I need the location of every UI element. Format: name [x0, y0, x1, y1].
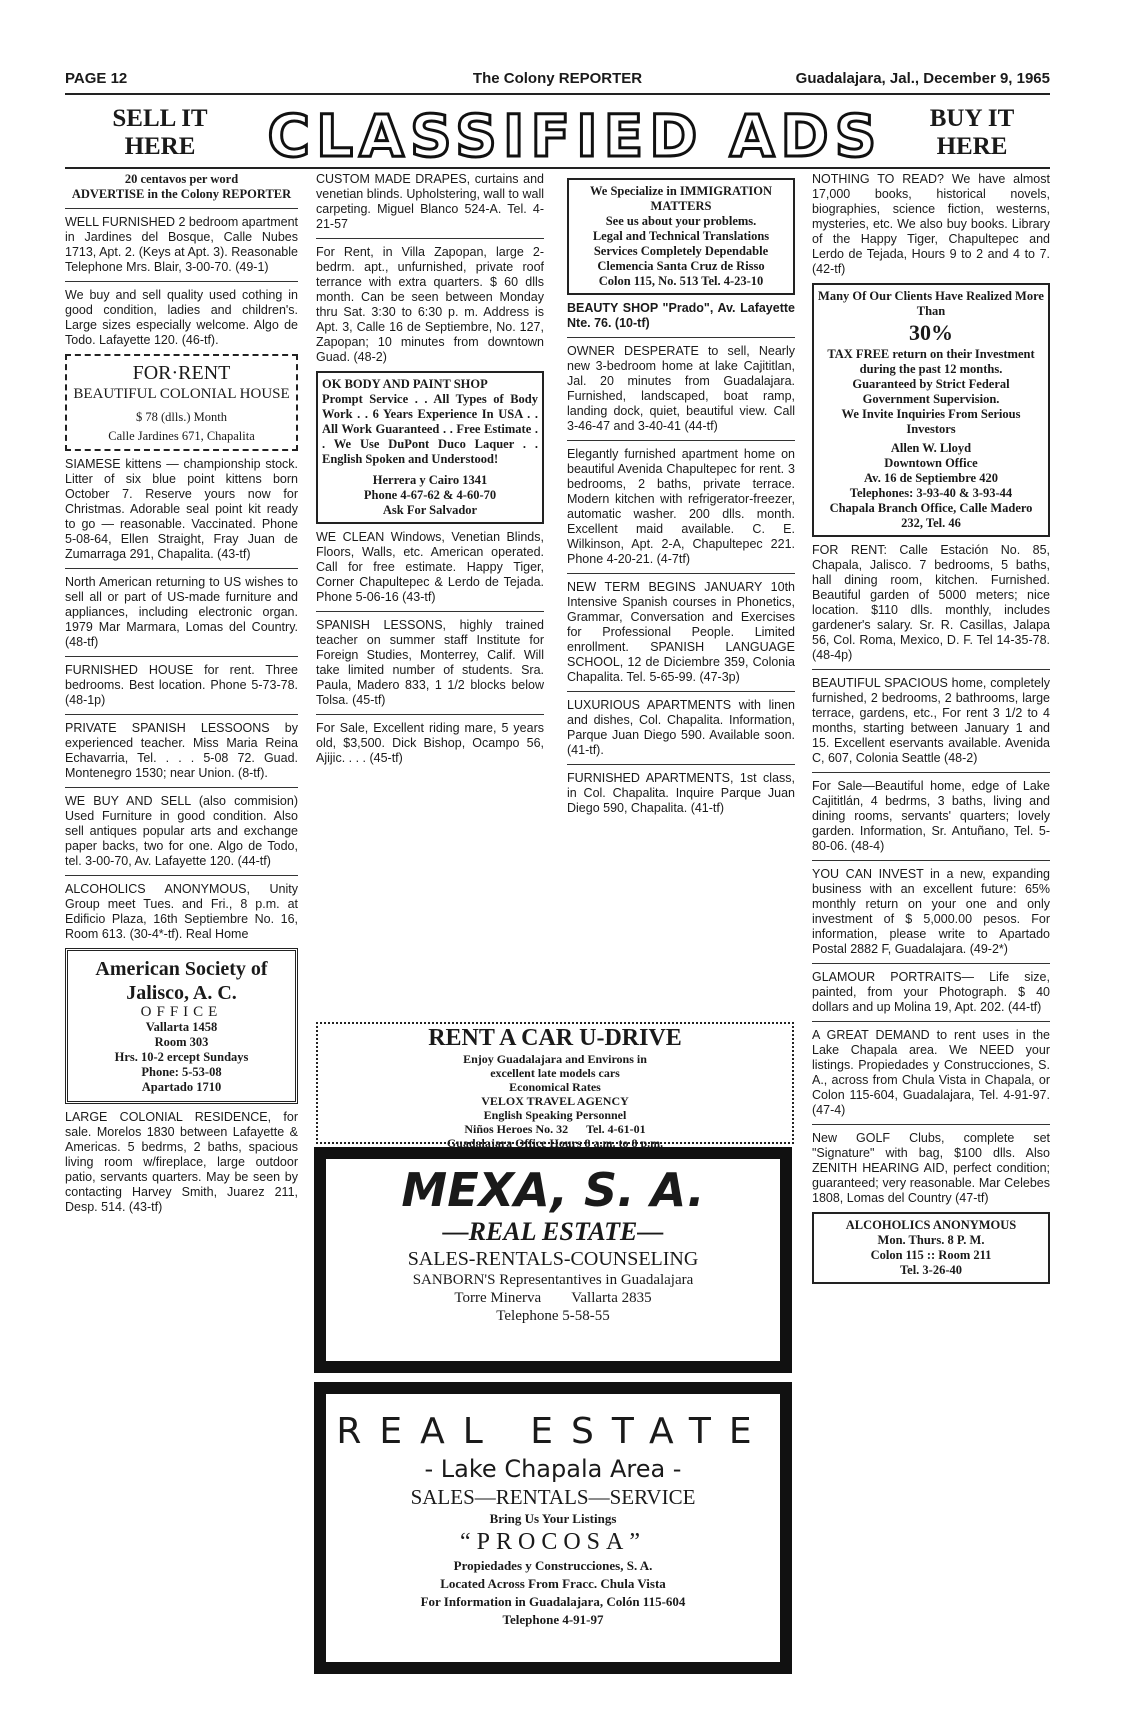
classified-ad: For Rent, in Villa Zapopan, large 2-bedrm. apt., unfurnished, private roof terrance with extra quarters. $ 60 dlls month. Can be seen between Monday thru Sat. 3:30 to 6:30 p. m. Address is Apt. 3, Calle 16 de Septiembre, No. 127, Zapopan; 10 minutes from downtown Guad. (48-2) [316, 245, 544, 364]
immig-title: We Specialize in IMMIGRATION MATTERS [589, 184, 773, 213]
classified-ad: North American returning to US wishes to sell all or part of US-made furniture and appliances, including electronic organ. 1979 Mar Marmara, Lomas del Country. (48-tf) [65, 575, 298, 649]
buy-line-1: BUY IT [929, 105, 1015, 132]
header-rule [65, 93, 1050, 95]
alcoholics-anonymous-ad [812, 1212, 1050, 1284]
rentacar-line: VELOX TRAVEL AGENCY [481, 1094, 629, 1108]
mexa-subtitle: —REAL ESTATE— [442, 1217, 664, 1246]
body-shop-contact: Ask For Salvador [382, 503, 478, 517]
immig-line: See us about your problems. [605, 214, 757, 228]
society-street: Vallarta 1458 [145, 1020, 218, 1034]
classified-ad: YOU CAN INVEST in a new, expanding business with an excellent future: 65% monthly return on your one and only investment of $ 5,000.00 pesos. For information, please write to Apartado Postal 2882 F, Guadalajara. (49-2*) [812, 867, 1050, 956]
invest-line: Downtown Office [884, 456, 978, 470]
immig-line: Colon 115, No. 513 Tel. 4-23-10 [598, 274, 764, 288]
classified-ad: CUSTOM MADE DRAPES, curtains and venetian blinds. Upholstering, wall to wall carpeting. Miguel Blanco 524-A. Tel. 4-21-57 [316, 172, 544, 231]
immig-line: Legal and Technical Translations [592, 229, 770, 243]
procosa-real-estate-ad [314, 1382, 792, 1674]
classified-ad: WE BUY AND SELL (also commision) Used Furniture in good condition. Also sell antiques popular arts and exchange paper backs, two for one. Algo de Todo, tel. 3-00-70, Av. Lafayette 120. (44-tf) [65, 794, 298, 868]
classified-ad: ALCOHOLICS ANONYMOUS, Unity Group meet Tues. and Fri., 8 p.m. at Edificio Plaza, 16th Septiembre No. 16, Room 613. (30-4*-tf). Real Home [65, 882, 298, 941]
classified-ads-banner: CLASSIFIED ADS [267, 102, 883, 170]
mexa-sanborns: SANBORN'S Representantives in Guadalajara [412, 1272, 694, 1288]
advertise-line: ADVERTISE in the Colony REPORTER [71, 187, 292, 201]
newspaper-name: The Colony REPORTER [472, 70, 643, 87]
sell-line-1: SELL IT [112, 105, 208, 132]
invest-line: We Invite Inquiries From Serious Investors [841, 407, 1021, 436]
invest-line: Many Of Our Clients Have Realized More Than [818, 289, 1044, 318]
invest-line: Guaranteed by Strict Federal Government Supervision. [852, 377, 1010, 406]
dateline: Guadalajara, Jal., December 9, 1965 [795, 70, 1050, 87]
for-rent-subtitle: BEAUTIFUL COLONIAL HOUSE [73, 386, 290, 402]
re-procosa: “PROCOSA” [459, 1529, 646, 1555]
buy-it-here [912, 105, 1032, 161]
investment-ad [812, 283, 1050, 537]
classified-ad: SIAMESE kittens — championship stock. Litter of six blue point kittens born October 7. Reserve yours now for Christmas. Adorable seal point kit ready to go — reasonable. Vaccinated. Phone 5-08-64, Ellen Straight, Fray Juan de Zumarraga 291, Chapalita. (43-tf) [65, 457, 298, 561]
column-4 [812, 172, 1050, 1290]
mexa-building: Torre Minerva [454, 1290, 542, 1306]
classified-ad: NEW TERM BEGINS JANUARY 10th Intensive Spanish courses in Phonetics, Grammar, Conversation and Exercises for Professional People. Limited enrollment. SPANISH LANGUAGE SCHOOL, 12 de Diciembre 359, Colonia Chapalita. Tel. 5-65-99. (47-3p) [567, 580, 795, 684]
classified-ad: WE CLEAN Windows, Venetian Blinds, Floors, Walls, etc. American operated. Call for free estimate. Happy Tiger, Corner Chapultepec & Lerdo de Tejada. Phone 5-06-16 (43-tf) [316, 530, 544, 604]
column-3 [567, 172, 795, 822]
sell-it-here [100, 105, 220, 161]
classified-ad: LUXURIOUS APARTMENTS with linen and dishes, Col. Chapalita. Information, Parque Juan Diego 590. Available soon. (41-tf). [567, 698, 795, 757]
sell-line-2: HERE [124, 133, 196, 160]
classified-ad: OWNER DESPERATE to sell, Nearly new 3-bedroom home at lake Cajititlan, Jal. 20 minutes from Guadalajara. Furnished, landscaped, boat ramp, landing dock, quiet, beautiful view. Call 3-46-47 and 3-40-41 (44-tf) [567, 344, 795, 433]
classified-ad: Elegantly furnished apartment home on beautiful Avenida Chapultepec for rent. 3 bedrooms, 2 baths, private terrace. Modern kitchen with refrigerator-freezer, automatic washer. 200 dlls. month. Excellent maid available. C. E. Wilkinson, Apt. 2-A, Chapultepec 221. Phone 4-20-21. (4-7tf) [567, 447, 795, 566]
society-hours: Hrs. 10-2 ercept Sundays [114, 1050, 249, 1064]
society-apartado: Apartado 1710 [141, 1080, 222, 1094]
body-shop-title: OK BODY AND PAINT SHOP [322, 377, 488, 391]
rentacar-address: Niños Heroes No. 32 [464, 1122, 569, 1136]
american-society-ad [65, 948, 298, 1104]
page-header [65, 70, 1050, 90]
aa-title: ALCOHOLICS ANONYMOUS [845, 1218, 1017, 1232]
re-location: Located Across From Fracc. Chula Vista [440, 1576, 666, 1591]
mexa-real-estate-ad [314, 1147, 792, 1373]
immig-line: Services Completely Dependable [593, 244, 769, 258]
invest-percent: 30% [909, 320, 953, 345]
rentacar-phone: Tel. 4-61-01 [586, 1122, 646, 1136]
rate-line: 20 centavos per word [124, 172, 239, 186]
mexa-address: Vallarta 2835 [571, 1290, 652, 1306]
mexa-title: MEXA, S. A. [401, 1163, 705, 1217]
classified-ad: NOTHING TO READ? We have almost 17,000 books, historical novels, biographies, science fiction, westerns, mysteries, etc. We also buy books. Library of the Happy Tiger, Chapultepec and Lerdo de Tejada, Hours 9 to 2 and 4 to 7. (42-tf) [812, 172, 1050, 276]
rentacar-line: Economical Rates [509, 1080, 601, 1094]
classified-ad: PRIVATE SPANISH LESSOONS by experienced teacher. Miss Maria Reina Echavarria, Tel. . . . 5-08 72. Guad. Montenegro 1530; near Union. (8-tf). [65, 721, 298, 780]
re-info: For Information in Guadalajara, Colón 115-604 [420, 1594, 686, 1609]
immig-line: Clemencia Santa Cruz de Risso [597, 259, 765, 273]
immigration-ad [567, 178, 795, 295]
classified-ad: FURNISHED APARTMENTS, 1st class, in Col. Chapalita. Inquire Parque Juan Diego 590, Chapalita. (41-tf) [567, 771, 795, 815]
re-area: - Lake Chapala Area - [424, 1455, 682, 1483]
classified-ad: We buy and sell quality used cothing in good condition, ladies and children's. Large sizes especially welcome. Algo de Todo. Lafayette 120. (46-tf). [65, 288, 298, 347]
rentacar-line: excellent late models cars [490, 1066, 620, 1080]
classified-ad: FOR RENT: Calle Estación No. 85, Chapala, Jalisco. 7 bedrooms, 5 baths, hall dining room, kitchen. Furnished. Beautiful garden of 5000 meters; nice location. $110 dlls. monthly, includes gardener's salary. Sr. R. Casillas, Jalapa 56, Col. Roma, Mexico, D. F. Tel 14-35-78. (48-4p) [812, 543, 1050, 662]
invest-line: Chapala Branch Office, Calle Madero 232, Tel. 46 [829, 501, 1033, 530]
re-title: REAL ESTATE [336, 1411, 770, 1452]
re-listings: Bring Us Your Listings [489, 1511, 617, 1526]
for-rent-ad [65, 354, 298, 451]
body-shop-ad [316, 371, 544, 524]
rentacar-line: Enjoy Guadalajara and Environs in [463, 1052, 647, 1066]
classified-ad: GLAMOUR PORTRAITS— Life size, painted, from your Photograph. $ 40 dollars and up Molina 19, Apt. 202. (44-tf) [812, 970, 1050, 1014]
rent-a-car-ad [316, 1022, 794, 1150]
classified-ad: SPANISH LESSONS, highly trained teacher on summer staff Institute for Foreign Studies, Monterrey, Calif. Will take limited number of students. Sra. Paula, Madero 833, 1 1/2 blocks below Tolsa. (45-tf) [316, 618, 544, 707]
re-services: SALES—RENTALS—SERVICE [410, 1485, 696, 1509]
mexa-services: SALES-RENTALS-COUNSELING [407, 1248, 699, 1270]
column-2 [316, 172, 544, 772]
body-shop-text: Prompt Service . . All Types of Body Work . . 6 Years Experience In USA . . All Work Guaranteed . . Free Estimate . . We Use DuPont Duco Laquer . . English Spoken and Understood! [322, 392, 538, 466]
society-phone: Phone: 5-53-08 [141, 1065, 222, 1079]
classified-ad: For Sale, Excellent riding mare, 5 years old, $3,500. Dick Bishop, Ocampo 56, Ajijic. . . . (45-tf) [316, 721, 544, 765]
body-shop-address: Herrera y Cairo 1341 [372, 473, 488, 487]
classified-ad: WELL FURNISHED 2 bedroom apartment in Jardines del Bosque, Calle Nubes 1713, Apt. 2. (Keys at Apt. 3). Reasonable Telephone Mrs. Blair, 3-00-70. (49-1) [65, 215, 298, 274]
rentacar-title: RENT A CAR U-DRIVE [428, 1025, 682, 1051]
page-number: PAGE 12 [65, 70, 128, 87]
mexa-phone: Telephone 5-58-55 [496, 1308, 610, 1324]
aa-line: Colon 115 :: Room 211 [870, 1248, 992, 1262]
invest-line: Av. 16 de Septiembre 420 [864, 471, 998, 485]
classified-ad: BEAUTY SHOP "Prado", Av. Lafayette Nte. 76. (10-tf) [567, 301, 795, 330]
body-shop-phone: Phone 4-67-62 & 4-60-70 [363, 488, 497, 502]
column-1 [65, 172, 298, 1221]
buy-line-2: HERE [936, 133, 1008, 160]
rentacar-line: English Speaking Personnel [483, 1108, 627, 1122]
re-company: Propiedades y Construcciones, S. A. [453, 1558, 653, 1573]
for-rent-address: Calle Jardines 671, Chapalita [108, 429, 255, 443]
invest-line: TAX FREE return on their Investment during the past 12 months. [827, 347, 1035, 376]
classified-ad: A GREAT DEMAND to rent uses in the Lake Chapala area. We NEED your listings. Propiedades y Construcciones, S. A., across from Chula Vista in Chapala, or Colon 115-604, Guadalajara, Tel. 4-91-97. (47-4) [812, 1028, 1050, 1117]
invest-line: Telephones: 3-93-40 & 3-93-44 [849, 486, 1013, 500]
classified-ad: FURNISHED HOUSE for rent. Three bedrooms. Best location. Phone 5-73-78. (48-1p) [65, 663, 298, 707]
society-name: American Society of Jalisco, A. C. [95, 958, 268, 1004]
aa-line: Mon. Thurs. 8 P. M. [877, 1233, 985, 1247]
rentacar-hours: Guadalajara Office Hours 8 a.m. to 8 p.m. [446, 1136, 664, 1150]
invest-name: Allen W. Lloyd [890, 441, 972, 455]
for-rent-price: $ 78 (dlls.) Month [136, 410, 227, 424]
classified-ad: BEAUTIFUL SPACIOUS home, completely furnished, 2 bedrooms, 2 bathrooms, large terrace, gardens, etc., For rent 3 1/2 to 4 months, starting between January 1 and 15. Excellent eservants available. Avenida C, 607, Colonia Seattle (48-2) [812, 676, 1050, 765]
banner-rule [65, 167, 1050, 169]
for-rent-title: FOR·RENT [132, 362, 231, 384]
classified-ad: For Sale—Beautiful home, edge of Lake Cajititlán, 4 bedrms, 3 baths, living and dining rooms, servants' quarters; lovely garden. Information, Sr. Antuñano, Tel. 5-80-06. (48-4) [812, 779, 1050, 853]
classified-ad: LARGE COLONIAL RESIDENCE, for sale. Morelos 1830 between Lafayette & Americas. 5 bedrms, 2 baths, spacious living room w/fireplace, large outdoor patio, servants quarters. May be seen by contacting Harvey Smith, Juarez 211, Desp. 514. (43-tf) [65, 1110, 298, 1214]
re-phone: Telephone 4-91-97 [502, 1612, 604, 1627]
society-room: Room 303 [154, 1035, 209, 1049]
classified-ad: New GOLF Clubs, complete set "Signature" with bag, $100 dlls. Also ZENITH HEARING AID, perfect condition; guaranteed; very reasonable. Mar Celebes 1808, Lomas del Country (47-tf) [812, 1131, 1050, 1205]
aa-line: Tel. 3-26-40 [899, 1263, 963, 1277]
society-office: OFFICE [140, 1004, 223, 1020]
